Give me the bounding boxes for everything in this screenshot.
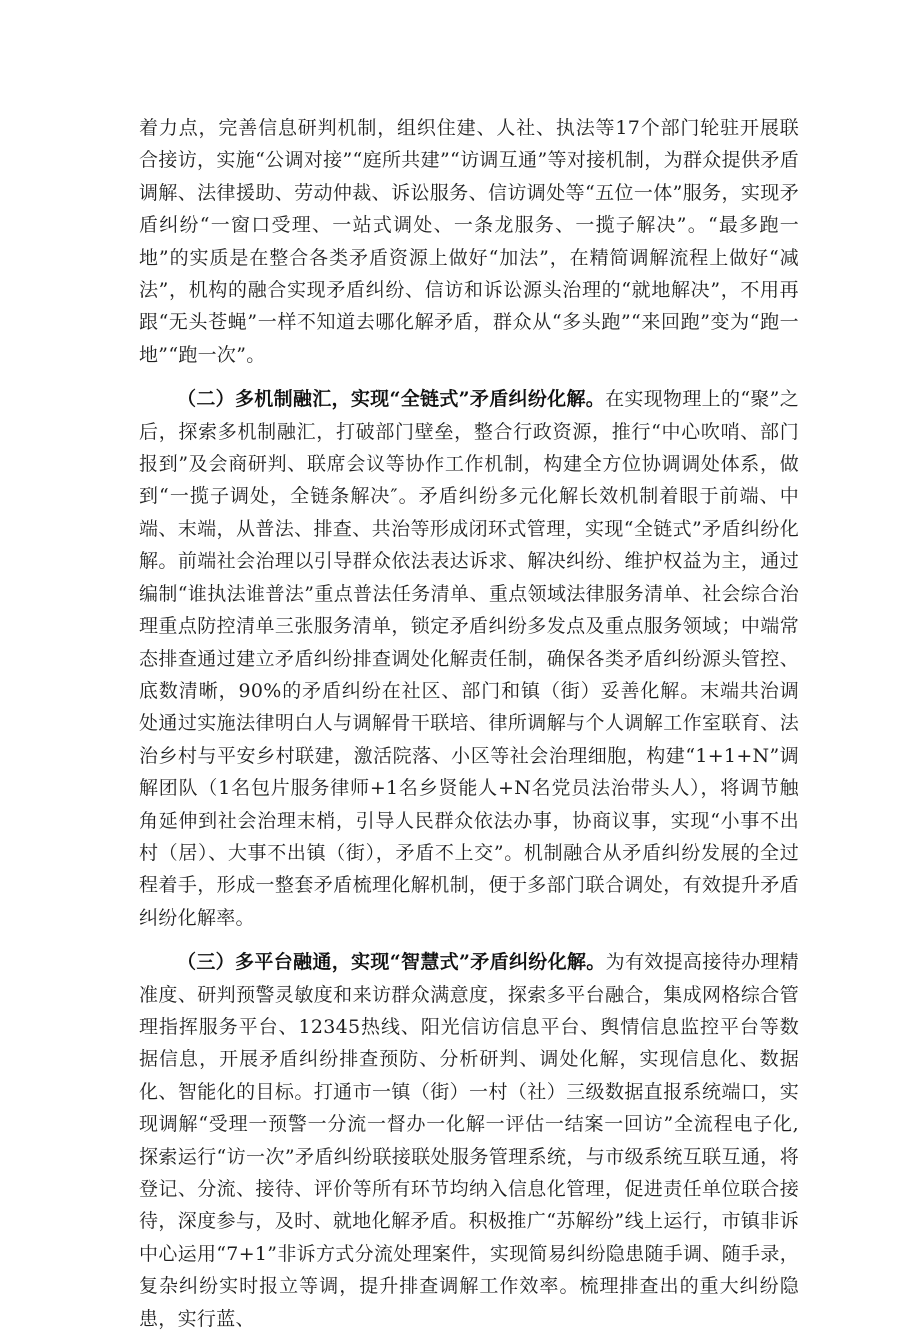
section-heading: （二）多机制融汇，实现“全链式”矛盾纠纷化解。 <box>177 388 606 411</box>
paragraph-text: 着力点，完善信息研判机制，组织住建、人社、执法等17个部门轮驻开展联合接访，实施“公调对接”“庭所共建”“访调互通”等对接机制，为群众提供矛盾调解、法律援助、劳动仲裁、诉讼服务、信访调处等“五位一体”服务，实现矛盾纠纷“一窗口受理、一站式调处、一条龙服务、一揽子解决”。“最多跑一地”的实质是在整合各类矛盾资源上做好“加法”，在精简调解流程上做好“减法”，机构的融合实现矛盾纠纷、信访和诉讼源头治理的“就地解决”，不用再跟“无头苍蝇”一样不知道去哪化解矛盾，群众从“多头跑”“来回跑”变为“跑一地”“跑一次”。 <box>139 117 799 366</box>
document-body <box>139 112 799 1335</box>
paragraph-continuation <box>139 112 799 371</box>
paragraph-text: 在实现物理上的“聚”之后，探索多机制融汇，打破部门壁垒，整合行政资源，推行“中心吹哨、部门报到”及会商研判、联席会议等协作工作机制，构建全方位协调调处体系，做到“一揽子调处，全链条解决″。矛盾纠纷多元化解长效机制着眼于前端、中端、末端，从普法、排查、共治等形成闭环式管理，实现“全链式”矛盾纠纷化解。前端社会治理以引导群众依法表达诉求、解决纠纷、维护权益为主，通过编制“谁执法谁普法”重点普法任务清单、重点领域法律服务清单、社会综合治理重点防控清单三张服务清单，锁定矛盾纠纷多发点及重点服务领域；中端常态排查通过建立矛盾纠纷排查调处化解责任制，确保各类矛盾纠纷源头管控、底数清晰，90%的矛盾纠纷在社区、部门和镇（街）妥善化解。末端共治调处通过实施法律明白人与调解骨干联培、律所调解与个人调解工作室联育、法治乡村与平安乡村联建，激活院落、小区等社会治理细胞，构建“1+1+N”调解团队（1名包片服务律师+1名乡贤能人+N名党员法治带头人），将调节触角延伸到社会治理末梢，引导人民群众依法办事，协商议事，实现“小事不出村（居）、大事不出镇（街），矛盾不上交”。机制融合从矛盾纠纷发展的全过程着手，形成一整套矛盾梳理化解机制，便于多部门联合调处，有效提升矛盾纠纷化解率。 <box>139 388 799 929</box>
paragraph-text: 为有效提高接待办理精准度、研判预警灵敏度和来访群众满意度，探索多平台融合，集成网格综合管理指挥服务平台、12345热线、阳光信访信息平台、舆情信息监控平台等数据信息，开展矛盾纠纷排查预防、分析研判、调处化解，实现信息化、数据化、智能化的目标。打通市一镇（街）一村（社）三级数据直报系统端口，实现调解“受理一预警一分流一督办一化解一评估一结案一回访”全流程电子化,探索运行“访一次”矛盾纠纷联接联处服务管理系统，与市级系统互联互通，将登记、分流、接待、评价等所有环节均纳入信息化管理，促进责任单位联合接待，深度参与，及时、就地化解矛盾。积极推广“苏解纷”线上运行，市镇非诉中心运用“7+1”非诉方式分流处理案件，实现简易纠纷隐患随手调、随手录，复杂纠纷实时报立等调，提升排查调解工作效率。梳理排查出的重大纠纷隐患，实行蓝、 <box>139 951 799 1330</box>
paragraph-multi-mechanism <box>139 383 799 934</box>
paragraph-multi-platform <box>139 946 799 1335</box>
section-heading: （三）多平台融通，实现“智慧式”矛盾纠纷化解。 <box>177 951 606 974</box>
